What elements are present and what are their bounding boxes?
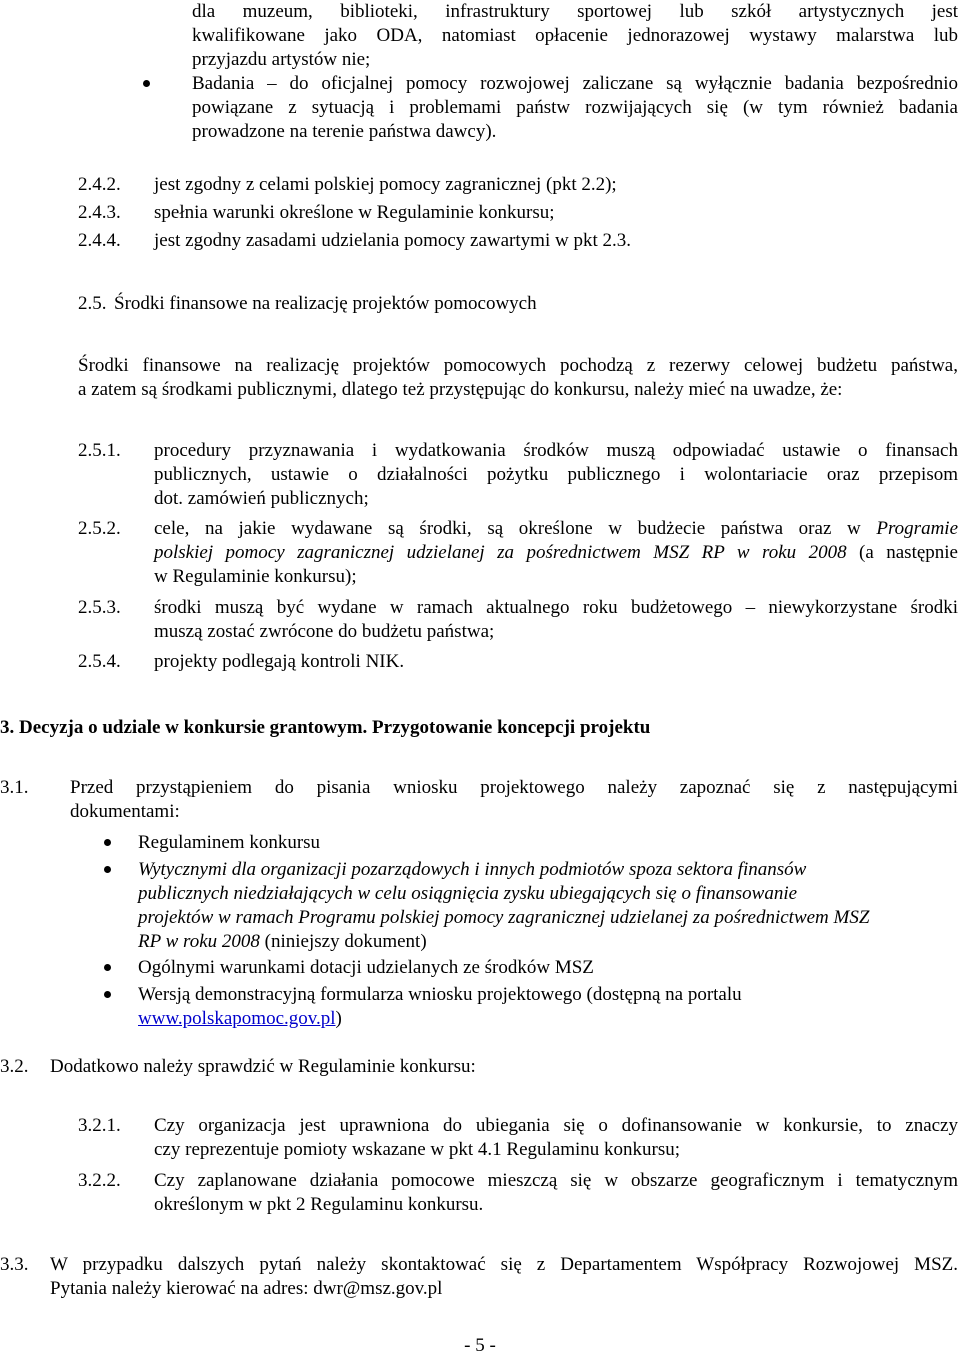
item-line bbox=[154, 541, 958, 565]
item-line: Czy zaplanowane działania pomocowe mieszczą się w obszarze geograficznym i tematycznym bbox=[154, 1170, 958, 1191]
badania-line-2: powiązane z sytuacją i problemami państw rozwijających się (w tym również badania bbox=[192, 97, 958, 118]
item-number: 2.5.3. bbox=[78, 597, 121, 618]
bullet-icon bbox=[104, 839, 111, 846]
program-title-italic: Programie bbox=[876, 518, 958, 539]
item-text: (a następnie bbox=[846, 542, 958, 563]
paragraph-line-1: Środki finansowe na realizację projektów pomocowych pochodzą z rezerwy celowej budżetu państwa, bbox=[78, 355, 958, 376]
item-line: dot. zamówień publicznych; bbox=[154, 488, 369, 509]
item-line: czy reprezentuje pomioty wskazane w pkt 4.1 Regulaminu konkursu; bbox=[154, 1139, 681, 1160]
bullet-item-text: ) bbox=[335, 1008, 342, 1029]
paragraph-line-2: a zatem są środkami publicznymi, dlatego też przystępując do konkursu, należy mieć na uwadze, że: bbox=[78, 379, 843, 400]
bullet-icon bbox=[104, 991, 111, 998]
bullet-item-line: projektów w ramach Programu polskiej pomocy zagranicznej udzielanej za pośrednictwem MSZ bbox=[138, 907, 870, 928]
intro-line-1: dla muzeum, biblioteki, infrastruktury sportowej lub szkół artystycznych jest bbox=[192, 1, 958, 22]
item-line: procedury przyznawania i wydatkowania środków muszą odpowiadać ustawie o finansach bbox=[154, 440, 958, 461]
item-line: Czy organizacja jest uprawniona do ubiegania się o dofinansowanie w konkursie, to znaczy bbox=[154, 1115, 958, 1136]
paragraph-line: Dodatkowo należy sprawdzić w Regulaminie konkursu: bbox=[50, 1056, 476, 1077]
item-line: określonym w pkt 2 Regulaminu konkursu. bbox=[154, 1194, 484, 1215]
bullet-item-line: publicznych niedziałających w celu osiągnięcia zysku ubiegających się o finansowanie bbox=[138, 883, 798, 904]
bullet-icon bbox=[143, 80, 150, 87]
item-line: środki muszą być wydane w ramach aktualnego roku budżetowego – niewykorzystane środki bbox=[154, 597, 958, 618]
section-number: 3.1. bbox=[0, 777, 29, 798]
portal-link[interactable]: www.polskapomoc.gov.pl bbox=[138, 1008, 336, 1029]
item-line: w Regulaminie konkursu); bbox=[154, 566, 357, 587]
page-number: - 5 - bbox=[464, 1335, 496, 1356]
bullet-item-text: (niniejszy dokument) bbox=[259, 931, 427, 952]
paragraph-line-1: Przed przystąpieniem do pisania wniosku projektowego należy zapoznać się z następującymi bbox=[70, 777, 958, 798]
intro-line-3: przyjazdu artystów nie; bbox=[192, 49, 371, 70]
item-number: 2.5.2. bbox=[78, 518, 121, 539]
item-number: 2.5.1. bbox=[78, 440, 121, 461]
item-line bbox=[154, 517, 958, 541]
bullet-icon bbox=[104, 964, 111, 971]
bullet-item-line bbox=[138, 930, 958, 954]
item-number: 2.4.3. bbox=[78, 202, 121, 223]
bullet-item-line bbox=[138, 1007, 958, 1031]
item-line: projekty podlegają kontroli NIK. bbox=[154, 651, 405, 672]
bullet-item-line: Wersją demonstracyjną formularza wniosku projektowego (dostępną na portalu bbox=[138, 984, 742, 1005]
item-line: muszą zostać zwrócone do budżetu państwa; bbox=[154, 621, 495, 642]
item-number: 2.5.4. bbox=[78, 651, 121, 672]
item-number: 2.4.2. bbox=[78, 174, 121, 195]
intro-line-2: kwalifikowane jako ODA, natomiast opłacenie jednorazowej wystawy malarstwa lub bbox=[192, 25, 958, 46]
item-text: spełnia warunki określone w Regulaminie konkursu; bbox=[154, 202, 555, 223]
item-text: jest zgodny zasadami udzielania pomocy zawartymi w pkt 2.3. bbox=[154, 230, 631, 251]
bullet-item-italic: RP w roku 2008 bbox=[138, 931, 260, 952]
bullet-item: Ogólnymi warunkami dotacji udzielanych ze środków MSZ bbox=[138, 957, 594, 978]
item-line: publicznych, ustawie o działalności pożytku publicznego i wolontariacie oraz przepisom bbox=[154, 464, 958, 485]
bullet-icon bbox=[104, 866, 111, 873]
section-number: 3.2. bbox=[0, 1056, 29, 1077]
paragraph-line-1: W przypadku dalszych pytań należy skontaktować się z Departamentem Współpracy Rozwojowej MSZ. bbox=[50, 1254, 958, 1275]
section-number: 2.5. bbox=[78, 293, 107, 314]
badania-line-1: Badania – do oficjalnej pomocy rozwojowej zaliczane są wyłącznie badania bezpośrednio bbox=[192, 73, 958, 94]
item-number: 2.4.4. bbox=[78, 230, 121, 251]
section-number: 3.3. bbox=[0, 1254, 29, 1275]
section-heading: 3. Decyzja o udziale w konkursie grantowym. Przygotowanie koncepcji projektu bbox=[0, 717, 651, 738]
bullet-item: Regulaminem konkursu bbox=[138, 832, 321, 853]
program-title-italic: polskiej pomocy zagranicznej udzielanej za pośrednictwem MSZ RP w roku 2008 bbox=[154, 542, 847, 563]
item-text: jest zgodny z celami polskiej pomocy zagranicznej (pkt 2.2); bbox=[154, 174, 617, 195]
item-number: 3.2.1. bbox=[78, 1115, 121, 1136]
paragraph-line-2: dokumentami: bbox=[70, 801, 180, 822]
section-title: Środki finansowe na realizację projektów pomocowych bbox=[114, 293, 537, 314]
paragraph-line-2: Pytania należy kierować na adres: dwr@msz.gov.pl bbox=[50, 1278, 443, 1299]
item-text: cele, na jakie wydawane są środki, są określone w budżecie państwa oraz w bbox=[154, 518, 877, 539]
badania-line-3: prowadzone na terenie państwa dawcy). bbox=[192, 121, 497, 142]
bullet-item-line: Wytycznymi dla organizacji pozarządowych i innych podmiotów spoza sektora finansów bbox=[138, 859, 807, 880]
item-number: 3.2.2. bbox=[78, 1170, 121, 1191]
